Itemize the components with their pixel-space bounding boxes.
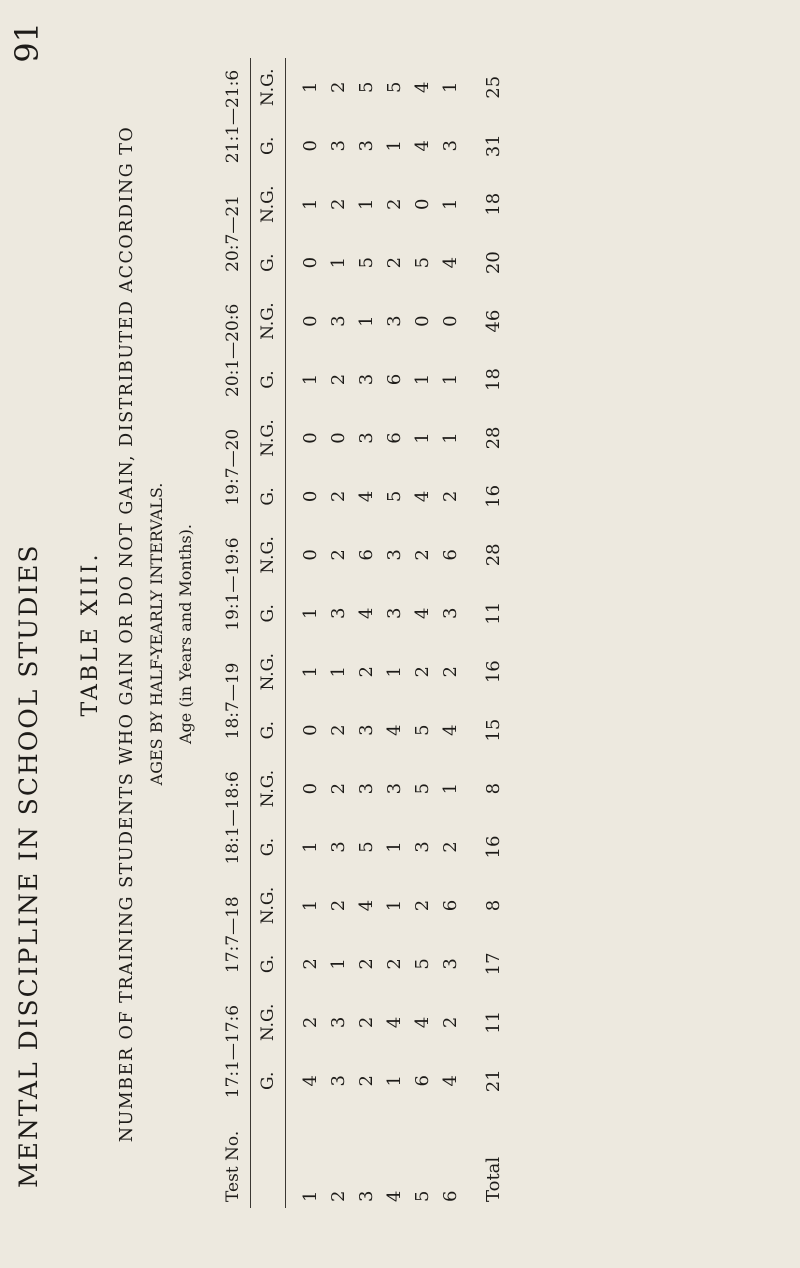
row-label: 6 bbox=[439, 1190, 461, 1202]
table-cell: 5 bbox=[355, 256, 377, 269]
table-cell: 5 bbox=[383, 81, 405, 94]
table-sub-subcaption: Age (in Years and Months). bbox=[176, 524, 195, 744]
table-cell: 1 bbox=[299, 666, 321, 678]
row-label: 1 bbox=[299, 1190, 321, 1202]
age-column-header: 21:1—21:6 bbox=[216, 58, 251, 175]
table-cell: 3 bbox=[327, 607, 349, 620]
gain-subheader: G. bbox=[251, 467, 286, 525]
table-cell: 4 bbox=[411, 1016, 433, 1029]
table-cell: 0 bbox=[299, 782, 321, 795]
table-cell: 2 bbox=[327, 490, 349, 503]
no-gain-subheader: N.G. bbox=[251, 409, 286, 467]
table-cell: 8 bbox=[482, 782, 504, 795]
table-cell: 15 bbox=[482, 718, 504, 742]
table-cell: 3 bbox=[355, 140, 377, 152]
table-cell: 1 bbox=[439, 81, 461, 94]
table-subcaption: AGES BY HALF-YEARLY INTERVALS. bbox=[147, 482, 166, 786]
table-cell: 2 bbox=[439, 1016, 461, 1029]
table-cell: 20 bbox=[482, 251, 504, 275]
row-label: 5 bbox=[411, 1190, 433, 1202]
table-row bbox=[380, 58, 408, 1208]
gain-subheader: G. bbox=[251, 818, 286, 876]
table-cell: 3 bbox=[327, 1075, 349, 1087]
table-cell: 4 bbox=[411, 140, 433, 152]
table-cell: 5 bbox=[383, 490, 405, 503]
table-cell: 1 bbox=[299, 899, 321, 912]
table-cell: 2 bbox=[327, 373, 349, 386]
table-cell: 1 bbox=[327, 666, 349, 678]
table-cell: 2 bbox=[355, 958, 377, 970]
table-cell: 2 bbox=[411, 549, 433, 561]
row-label: 4 bbox=[383, 1190, 405, 1202]
table-cell: 1 bbox=[439, 432, 461, 444]
table-cell: 5 bbox=[411, 958, 433, 970]
table-cell: 3 bbox=[439, 140, 461, 152]
no-gain-subheader: N.G. bbox=[251, 993, 286, 1051]
no-gain-subheader: N.G. bbox=[251, 759, 286, 817]
running-head-title: MENTAL DISCIPLINE IN SCHOOL STUDIES bbox=[14, 543, 43, 1188]
age-column-header: 19:7—20 bbox=[216, 409, 251, 526]
gain-subheader: G. bbox=[251, 233, 286, 291]
table-cell: 16 bbox=[482, 484, 504, 508]
table-cell: 18 bbox=[482, 368, 504, 391]
table-cell: 3 bbox=[355, 724, 377, 736]
table-cell: 6 bbox=[383, 373, 405, 386]
table-cell: 2 bbox=[355, 666, 377, 678]
table-cell: 2 bbox=[383, 256, 405, 269]
table-cell: 4 bbox=[383, 724, 405, 736]
table-cell: 3 bbox=[327, 140, 349, 152]
table-cell: 6 bbox=[439, 549, 461, 561]
table-cell: 0 bbox=[299, 724, 321, 736]
header-label: Test No. bbox=[216, 1110, 251, 1208]
table-cell: 2 bbox=[327, 724, 349, 736]
table-cell: 1 bbox=[299, 607, 321, 620]
table-row bbox=[324, 58, 352, 1208]
table-cell: 5 bbox=[411, 782, 433, 795]
table-cell: 28 bbox=[482, 426, 504, 450]
table-cell: 4 bbox=[411, 607, 433, 620]
table-heading bbox=[78, 0, 195, 1268]
gain-subheader: G. bbox=[251, 117, 286, 175]
table-cell: 2 bbox=[327, 81, 349, 94]
table-cell: 31 bbox=[482, 134, 504, 158]
table-cell: 21 bbox=[482, 1069, 504, 1093]
table-cell: 3 bbox=[355, 373, 377, 386]
table-cell: 3 bbox=[411, 841, 433, 853]
table-cell: 6 bbox=[411, 1075, 433, 1087]
table-cell: 0 bbox=[299, 140, 321, 152]
row-label: 3 bbox=[355, 1190, 377, 1202]
no-gain-subheader: N.G. bbox=[251, 643, 286, 701]
table-cell: 11 bbox=[482, 1010, 504, 1034]
table-cell: 2 bbox=[299, 1016, 321, 1029]
table-row bbox=[408, 58, 436, 1208]
table-cell: 1 bbox=[299, 81, 321, 94]
table-cell: 1 bbox=[299, 841, 321, 853]
table-cell: 2 bbox=[439, 841, 461, 853]
table-cell: 6 bbox=[355, 549, 377, 561]
table-cell: 4 bbox=[439, 724, 461, 736]
table-cell: 0 bbox=[327, 432, 349, 444]
no-gain-subheader: N.G. bbox=[251, 58, 286, 117]
table-cell: 1 bbox=[439, 198, 461, 210]
table-cell: 3 bbox=[383, 549, 405, 561]
table-cell: 2 bbox=[327, 549, 349, 561]
table-cell: 1 bbox=[327, 256, 349, 269]
table-cell: 4 bbox=[355, 490, 377, 503]
table-cell: 4 bbox=[355, 899, 377, 912]
table-cell: 2 bbox=[383, 198, 405, 210]
table-cell: 0 bbox=[299, 432, 321, 444]
table-cell: 0 bbox=[411, 315, 433, 327]
table-cell: 1 bbox=[299, 373, 321, 386]
table-cell: 1 bbox=[383, 841, 405, 853]
table-cell: 1 bbox=[383, 1075, 405, 1087]
table-cell: 4 bbox=[439, 1075, 461, 1087]
table-cell: 16 bbox=[482, 835, 504, 859]
no-gain-subheader: N.G. bbox=[251, 175, 286, 233]
table-row bbox=[286, 58, 325, 1208]
table-cell: 3 bbox=[355, 782, 377, 795]
table-cell: 3 bbox=[383, 315, 405, 327]
table-cell: 2 bbox=[439, 490, 461, 503]
table-cell: 4 bbox=[299, 1075, 321, 1087]
gain-subheader: G. bbox=[251, 584, 286, 642]
table-cell: 3 bbox=[327, 315, 349, 327]
table-cell: 2 bbox=[299, 958, 321, 970]
table-cell: 46 bbox=[482, 309, 504, 333]
data-table bbox=[216, 58, 510, 1208]
table-cell: 1 bbox=[383, 666, 405, 678]
table-cell: 1 bbox=[383, 140, 405, 152]
no-gain-subheader: N.G. bbox=[251, 876, 286, 934]
table-cell: 16 bbox=[482, 660, 504, 684]
table-cell: 11 bbox=[482, 601, 504, 625]
table-cell: 5 bbox=[411, 724, 433, 736]
table-cell: 3 bbox=[355, 432, 377, 444]
table-cell: 3 bbox=[383, 607, 405, 620]
table-cell: 28 bbox=[482, 543, 504, 567]
table-cell: 3 bbox=[439, 958, 461, 970]
table-cell: 2 bbox=[327, 899, 349, 912]
table-cell: 0 bbox=[299, 549, 321, 561]
table-cell: 0 bbox=[299, 490, 321, 503]
age-column-header: 18:7—19 bbox=[216, 643, 251, 760]
row-label: 2 bbox=[327, 1190, 349, 1202]
table-cell: 1 bbox=[383, 899, 405, 912]
age-column-header: 18:1—18:6 bbox=[216, 759, 251, 876]
table-cell: 25 bbox=[482, 75, 504, 99]
table-cell: 1 bbox=[411, 432, 433, 444]
table-cell: 3 bbox=[327, 841, 349, 853]
table-label: TABLE XIII. bbox=[78, 551, 103, 717]
gain-subheader: G. bbox=[251, 1052, 286, 1110]
table-cell: 1 bbox=[355, 315, 377, 327]
table-cell: 2 bbox=[355, 1016, 377, 1029]
header-row bbox=[216, 58, 251, 1208]
table-cell: 4 bbox=[411, 490, 433, 503]
table-cell: 4 bbox=[355, 607, 377, 620]
table-row bbox=[436, 58, 464, 1208]
table-cell: 6 bbox=[383, 432, 405, 444]
table-cell: 5 bbox=[355, 81, 377, 94]
table-cell: 0 bbox=[411, 198, 433, 210]
running-head bbox=[0, 0, 60, 1268]
row-label: Total bbox=[482, 1156, 504, 1202]
no-gain-subheader: N.G. bbox=[251, 526, 286, 584]
table-cell: 1 bbox=[411, 373, 433, 386]
table-cell: 3 bbox=[439, 607, 461, 620]
table-cell: 18 bbox=[482, 192, 504, 216]
table-caption: NUMBER OF TRAINING STUDENTS WHO GAIN OR DO NOT GAIN, DISTRIBUTED ACCORDING TO bbox=[117, 125, 137, 1143]
table-cell: 2 bbox=[327, 198, 349, 210]
table-cell: 5 bbox=[411, 256, 433, 269]
age-column-header: 20:7—21 bbox=[216, 175, 251, 292]
table-cell: 4 bbox=[411, 81, 433, 94]
table-cell: 1 bbox=[327, 958, 349, 970]
table-cell: 2 bbox=[411, 666, 433, 678]
table-cell: 3 bbox=[383, 782, 405, 795]
table-cell: 3 bbox=[327, 1016, 349, 1029]
gain-subheader: G. bbox=[251, 701, 286, 759]
table-cell: 17 bbox=[482, 952, 504, 976]
gain-subheader: G. bbox=[251, 935, 286, 993]
table-cell: 2 bbox=[383, 958, 405, 970]
table-cell: 5 bbox=[355, 841, 377, 853]
table-cell: 2 bbox=[439, 666, 461, 678]
table-cell: 2 bbox=[355, 1075, 377, 1087]
gain-subheader: G. bbox=[251, 350, 286, 408]
table-cell: 1 bbox=[299, 198, 321, 210]
table-cell: 1 bbox=[355, 198, 377, 210]
page-number: 91 bbox=[8, 22, 46, 63]
table-cell: 1 bbox=[439, 373, 461, 386]
age-column-header: 19:1—19:6 bbox=[216, 526, 251, 643]
table-cell: 4 bbox=[439, 256, 461, 269]
age-column-header: 17:1—17:6 bbox=[216, 993, 251, 1110]
age-column-header: 17:7—18 bbox=[216, 876, 251, 993]
age-column-header: 20:1—20:6 bbox=[216, 292, 251, 409]
no-gain-subheader: N.G. bbox=[251, 292, 286, 350]
table-cell: 4 bbox=[383, 1016, 405, 1029]
total-row bbox=[464, 58, 510, 1208]
table-cell: 8 bbox=[482, 899, 504, 912]
table-cell: 2 bbox=[327, 782, 349, 795]
table-cell: 1 bbox=[439, 782, 461, 795]
table-cell: 0 bbox=[439, 315, 461, 327]
table-row bbox=[352, 58, 380, 1208]
table-cell: 0 bbox=[299, 256, 321, 269]
table-cell: 2 bbox=[411, 899, 433, 912]
table-cell: 6 bbox=[439, 899, 461, 912]
table-cell: 0 bbox=[299, 315, 321, 327]
subheader-row bbox=[251, 58, 286, 1208]
